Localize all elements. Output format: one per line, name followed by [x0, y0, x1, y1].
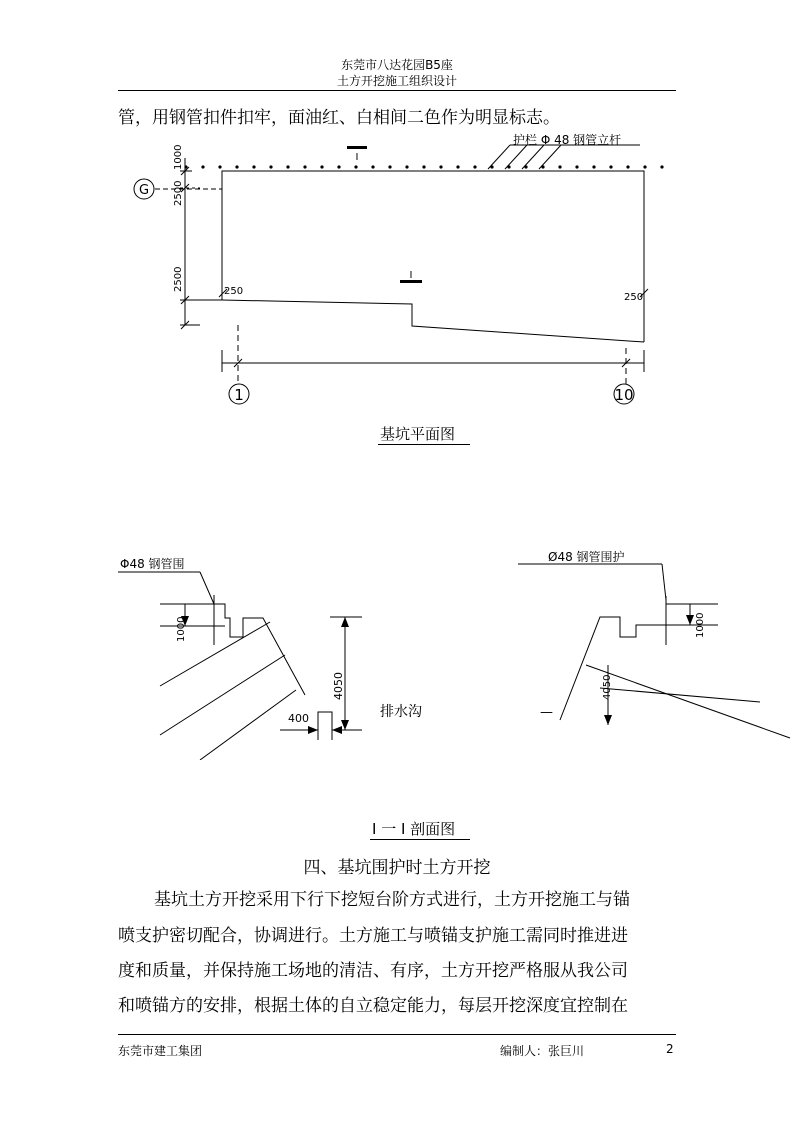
section-caption: I 一 I 剖面图	[372, 820, 456, 838]
pit-outline	[222, 171, 644, 342]
pit-bottom-line	[222, 300, 644, 342]
section-left-label: Φ48 钢管围	[120, 557, 185, 571]
plan-caption-underline	[378, 444, 470, 445]
rail-posts	[184, 165, 663, 168]
section-dash: —	[540, 705, 553, 720]
dim-250-left: 250	[224, 286, 244, 297]
section-right-label: Ø48 钢管围护	[548, 550, 625, 564]
dim-250-right: 250	[624, 292, 644, 303]
dim-2500b: 2500	[173, 266, 184, 292]
footer-rule	[118, 1034, 676, 1035]
header-rule	[118, 90, 676, 91]
footer-company: 东莞市建工集团	[118, 1044, 203, 1058]
dim-400: 400	[288, 712, 309, 725]
section-mark-top: I	[355, 152, 359, 163]
footer-page: 2	[666, 1042, 674, 1056]
grid-1-label: 1	[234, 386, 244, 404]
dim-1000-right: 1000	[695, 612, 706, 638]
dim-1000-left: 1000	[176, 616, 187, 642]
rail-label: 护栏 Φ 48 钢管立杆	[513, 133, 622, 147]
paragraph-line-2: 喷支护密切配合，协调进行。土方施工与喷锚支护施工需同时推进进	[118, 926, 628, 946]
plan-caption: 基坑平面图	[380, 425, 456, 443]
grid-10-label: 10	[614, 386, 634, 404]
footer-author: 编制人：张巨川	[500, 1044, 585, 1058]
header-line1: 东莞市八达花园B5座	[341, 58, 453, 72]
section-drawing	[0, 540, 794, 760]
dim-1000: 1000	[173, 144, 184, 170]
paragraph-line-1: 基坑土方开挖采用下行下挖短台阶方式进行，土方开挖施工与锚	[154, 890, 630, 910]
section-mark-top-bar	[347, 146, 367, 149]
header-line2: 土方开挖施工组织设计	[336, 74, 457, 88]
drain-label: 排水沟	[380, 704, 422, 720]
section-caption-underline	[370, 839, 470, 840]
paragraph-line-3: 度和质量，并保持施工场地的清洁、有序，土方开挖严格服从我公司	[118, 961, 628, 981]
section-mark-mid: I	[409, 270, 413, 281]
dim-4050: 4050	[332, 672, 345, 700]
dim-2500a: 2500	[173, 180, 184, 206]
paragraph-line-4: 和喷锚方的安排，根据土体的自立稳定能力，每层开挖深度宜控制在	[118, 996, 628, 1016]
dim-4050-right: 4050	[602, 674, 613, 700]
intro-line: 管，用钢管扣件扣牢，面油红、白相间二色作为明显标志。	[118, 108, 560, 128]
drain-ditch	[318, 712, 332, 740]
grid-g-label: G	[138, 183, 150, 198]
section-heading: 四、基坑围护时土方开挖	[303, 858, 491, 878]
plan-drawing	[0, 130, 794, 460]
